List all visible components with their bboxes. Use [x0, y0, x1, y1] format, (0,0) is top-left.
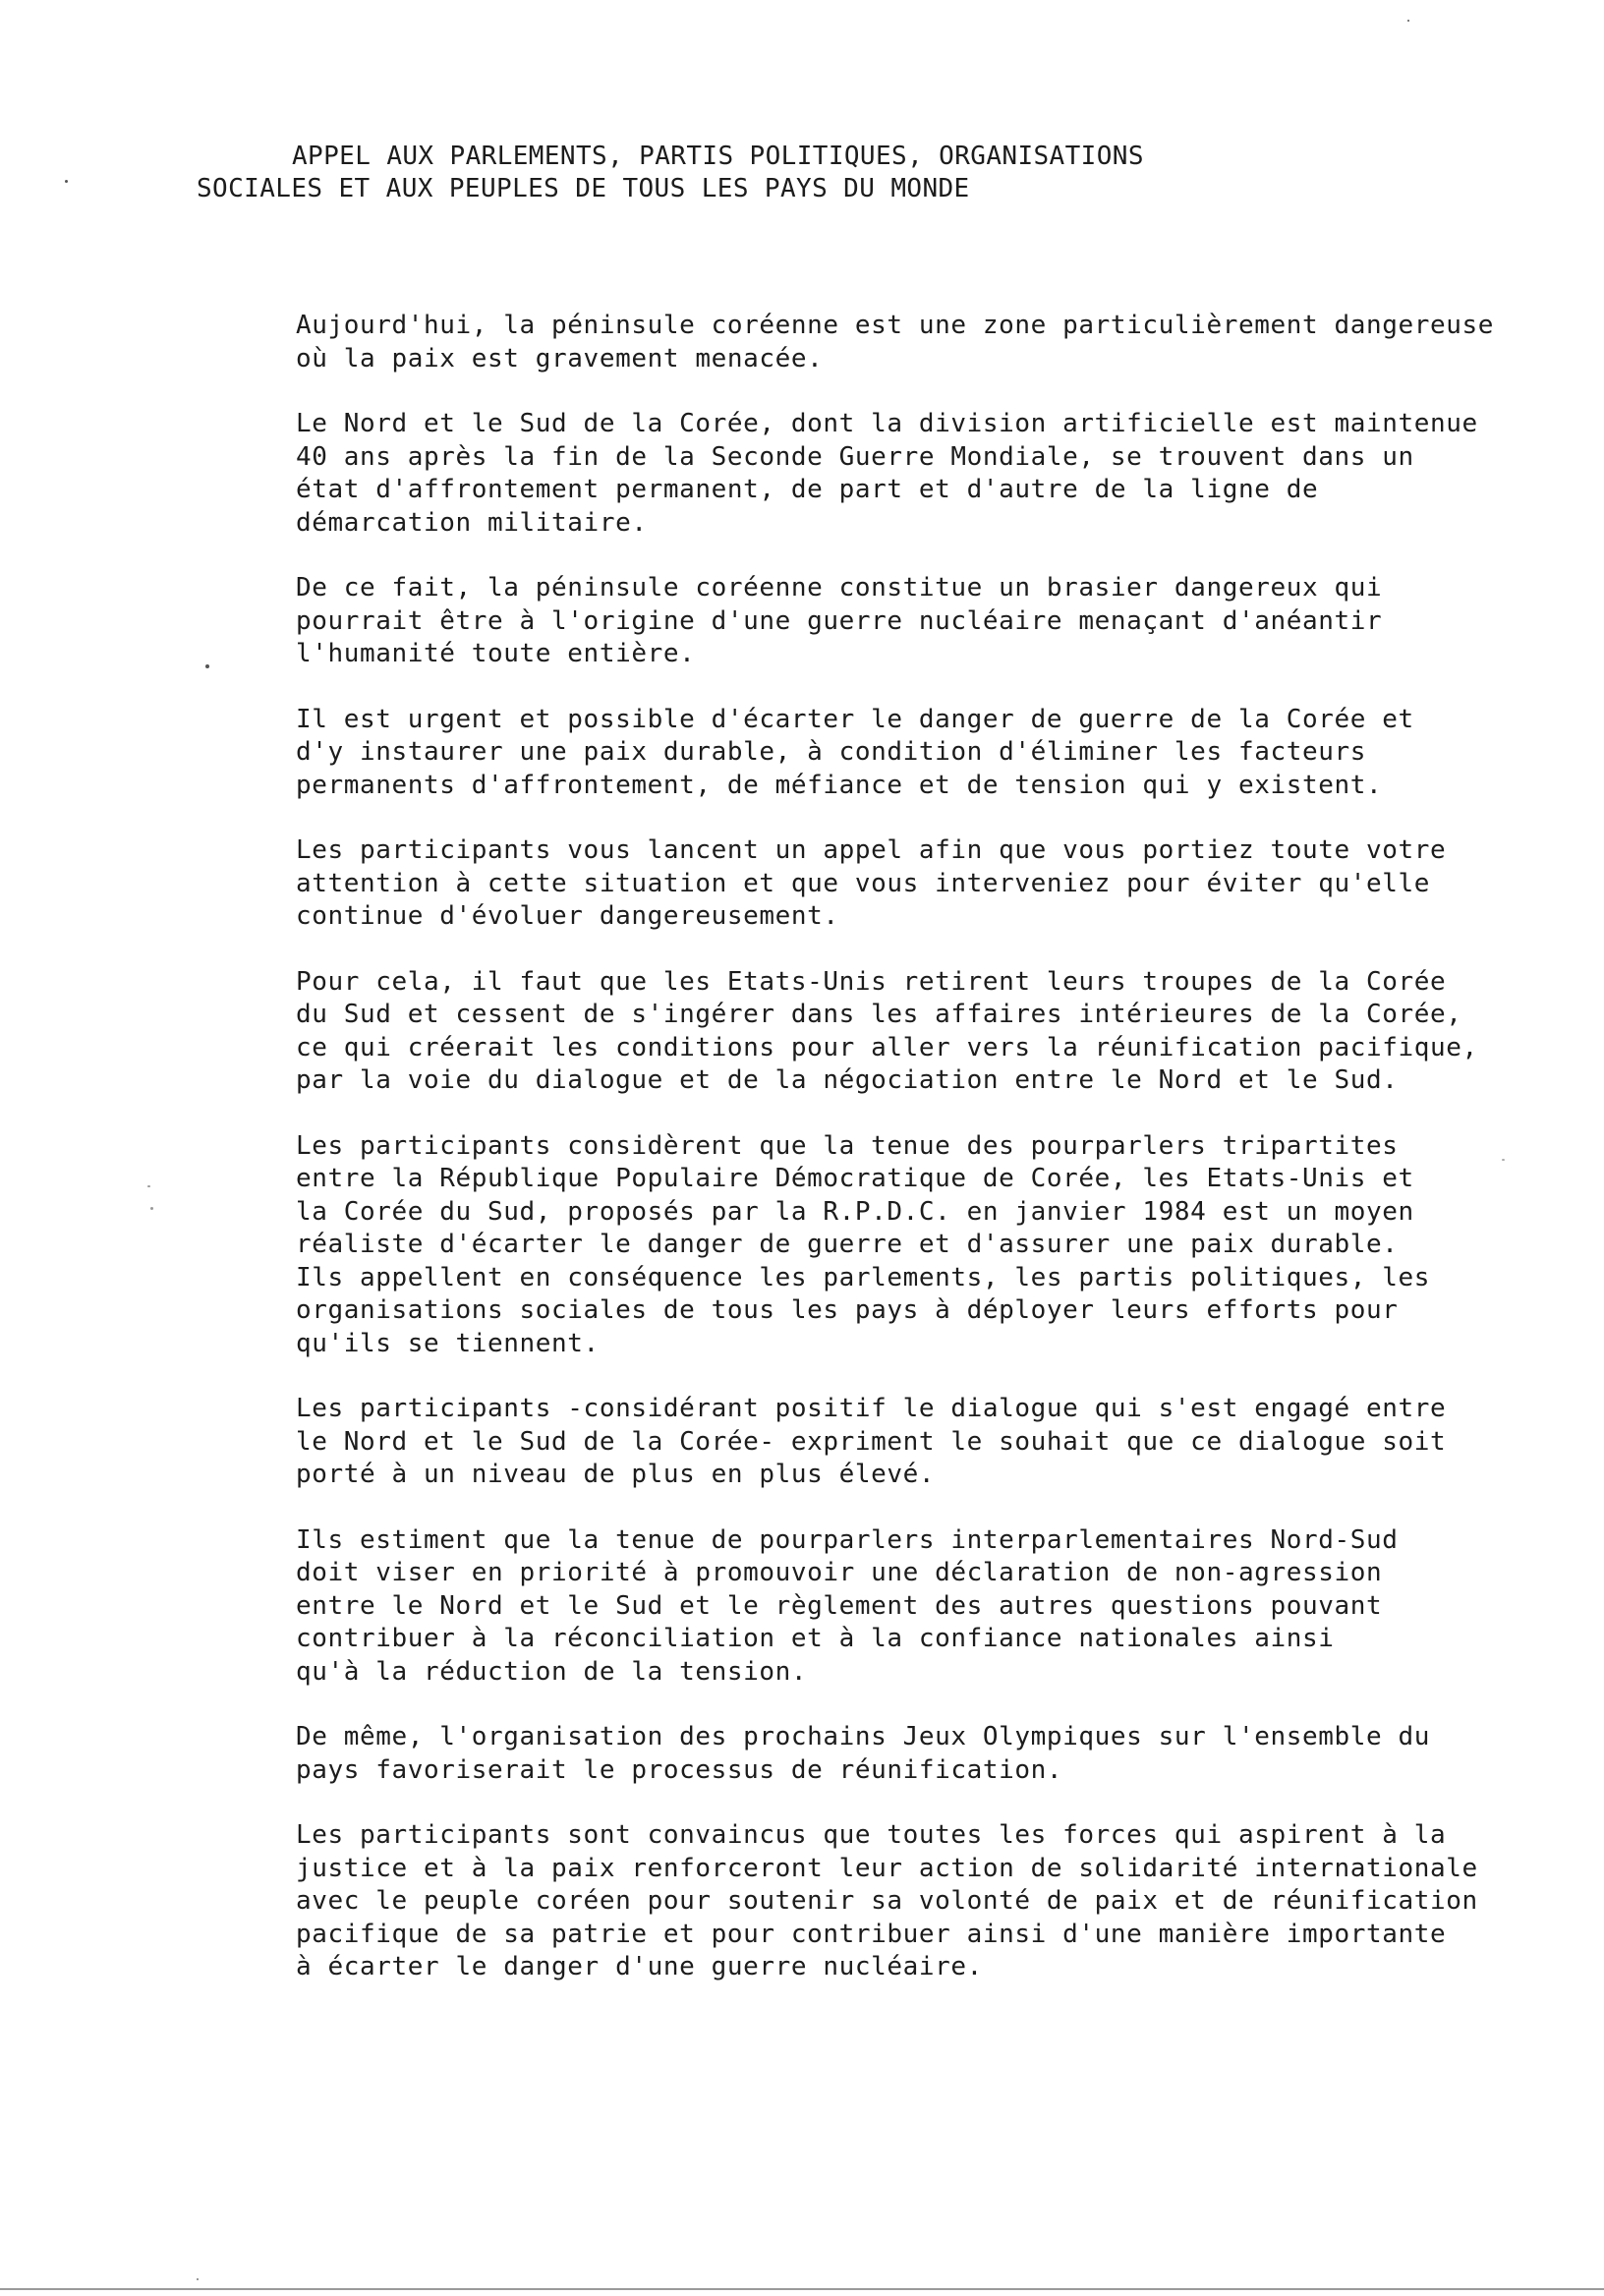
text-line: réaliste d'écarter le danger de guerre et d'assurer une paix durable. [296, 1230, 1399, 1259]
text-line: qu'à la réduction de la tension. [296, 1656, 808, 1687]
text-line: où la paix est gravement menacée. [296, 343, 824, 373]
paragraph [296, 704, 1574, 803]
paragraph [296, 1393, 1574, 1492]
text-line: Il est urgent et possible d'écarter le danger de guerre de la Corée et [296, 704, 1414, 734]
title-line: SOCIALES ET AUX PEUPLES DE TOUS LES PAYS DU MONDE [197, 174, 970, 203]
paragraph [296, 572, 1574, 671]
text-line: pourrait être à l'origine d'une guerre nucléaire menaçant d'anéantir [296, 605, 1383, 636]
text-line: l'humanité toute entière. [296, 639, 696, 668]
text-line: démarcation militaire. [296, 507, 648, 538]
text-line: permanents d'affrontement, de méfiance et de tension qui y existent. [296, 770, 1383, 800]
text-line: le Nord et le Sud de la Corée- expriment le souhait que ce dialogue soit [296, 1426, 1447, 1457]
text-line: Pour cela, il faut que les Etats-Unis retirent leurs troupes de la Corée [296, 966, 1447, 997]
text-line: Ils appellent en conséquence les parlements, les partis politiques, les [296, 1262, 1430, 1292]
text-line: par la voie du dialogue et de la négociation entre le Nord et le Sud. [296, 1065, 1399, 1095]
text-line: De ce fait, la péninsule coréenne constitue un brasier dangereux qui [296, 573, 1383, 603]
text-line: justice et à la paix renforceront leur action de solidarité internationale [296, 1853, 1478, 1883]
text-line: qu'ils se tiennent. [296, 1328, 600, 1358]
text-line: la Corée du Sud, proposés par la R.P.D.C. en janvier 1984 est un moyen [296, 1196, 1414, 1227]
scan-speck [197, 2278, 199, 2280]
document-body [296, 310, 1574, 2017]
text-line: entre la République Populaire Démocratique de Corée, les Etats-Unis et [296, 1164, 1414, 1193]
text-line: Les participants -considérant positif le dialogue qui s'est engagé entre [296, 1394, 1447, 1423]
scan-speck [1502, 1159, 1505, 1161]
text-line: porté à un niveau de plus en plus élevé. [296, 1460, 936, 1489]
scan-speck [147, 1185, 150, 1187]
scan-speck [1407, 20, 1409, 22]
paragraph [296, 1721, 1574, 1787]
text-line: à écarter le danger d'une guerre nucléaire. [296, 1952, 983, 1981]
title-line: APPEL AUX PARLEMENTS, PARTIS POLITIQUES, ORGANISATIONS [292, 142, 1144, 171]
text-line: du Sud et cessent de s'ingérer dans les affaires intérieures de la Corée, [296, 1000, 1462, 1029]
text-line: Les participants considèrent que la tenue des pourparlers tripartites [296, 1130, 1399, 1161]
paragraph [296, 1524, 1574, 1690]
page-bottom-edge [0, 2288, 1604, 2290]
paragraph [296, 1819, 1574, 1984]
paragraph [296, 1130, 1574, 1361]
text-line: ce qui créerait les conditions pour aller vers la réunification pacifique, [296, 1032, 1478, 1062]
text-line: doit viser en priorité à promouvoir une déclaration de non-agression [296, 1558, 1383, 1587]
text-line: pays favoriserait le processus de réunification. [296, 1754, 1063, 1785]
text-line: pacifique de sa patrie et pour contribuer ainsi d'une manière importante [296, 1919, 1447, 1949]
text-line: état d'affrontement permanent, de part et d'autre de la ligne de [296, 475, 1319, 504]
paragraph [296, 966, 1574, 1098]
scan-speck [205, 664, 209, 668]
text-line: contribuer à la réconciliation et à la confiance nationales ainsi [296, 1624, 1335, 1653]
text-line: De même, l'organisation des prochains Jeux Olympiques sur l'ensemble du [296, 1722, 1430, 1751]
text-line: Les participants sont convaincus que toutes les forces qui aspirent à la [296, 1820, 1447, 1850]
scan-speck [150, 1207, 153, 1210]
paragraph [296, 408, 1574, 540]
scan-speck [65, 180, 68, 183]
text-line: Le Nord et le Sud de la Corée, dont la division artificielle est maintenue [296, 409, 1478, 438]
text-line: Aujourd'hui, la péninsule coréenne est une zone particulièrement dangereuse [296, 311, 1494, 340]
text-line: Ils estiment que la tenue de pourparlers interparlementaires Nord-Sud [296, 1524, 1399, 1555]
text-line: 40 ans après la fin de la Seconde Guerre Mondiale, se trouvent dans un [296, 441, 1414, 472]
text-line: organisations sociales de tous les pays à déployer leurs efforts pour [296, 1295, 1399, 1325]
text-line: avec le peuple coréen pour soutenir sa volonté de paix et de réunification [296, 1886, 1478, 1916]
paragraph [296, 310, 1574, 375]
document-title [197, 141, 1471, 205]
text-line: Les participants vous lancent un appel afin que vous portiez toute votre [296, 835, 1447, 865]
text-line: d'y instaurer une paix durable, à condition d'éliminer les facteurs [296, 737, 1366, 767]
text-line: entre le Nord et le Sud et le règlement des autres questions pouvant [296, 1590, 1383, 1621]
text-line: continue d'évoluer dangereusement. [296, 901, 839, 931]
paragraph [296, 834, 1574, 934]
text-line: attention à cette situation et que vous interveniez pour éviter qu'elle [296, 868, 1430, 898]
